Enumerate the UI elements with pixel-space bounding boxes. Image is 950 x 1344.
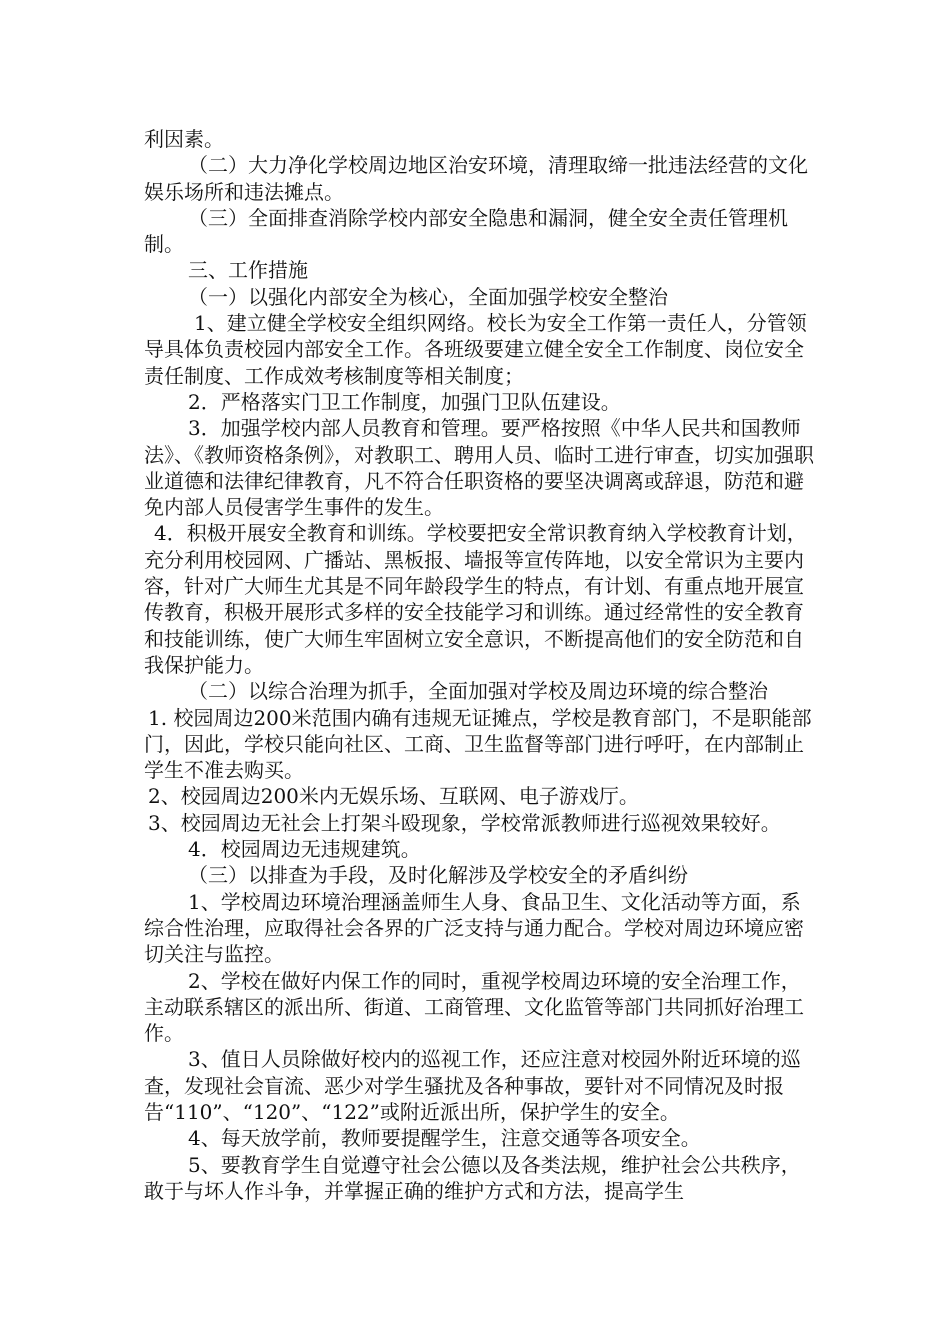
paragraph: （一）以强化内部安全为核心，全面加强学校安全整治 <box>188 284 668 309</box>
paragraph: 3、校园周边无社会上打架斗殴现象，学校常派教师进行巡视效果较好。 <box>148 810 781 835</box>
paragraph: 5、要教育学生自觉遵守社会公德以及各类法规，维护社会公共秩序，敢于与坏人作斗争，并掌握正确的维护方式和方法，提高学生 <box>144 1152 801 1203</box>
paragraph: 2、校园周边200米内无娱乐场、互联网、电子游戏厅。 <box>148 784 639 809</box>
paragraph: 1、建立健全学校安全组织网络。校长为安全工作第一责任人，分管领导具体负责校园内部安全工作。各班级要建立健全安全工作制度、岗位安全责任制度、工作成效考核制度等相关制度； <box>144 311 807 388</box>
paragraph: 3、值日人员除做好校内的巡视工作，还应注意对校园外附近环境的巡查，发现社会盲流、恶少对学生骚扰及各种事故，要针对不同情况及时报告“110”、“120”、“122”或附近派出所，保护学生的安全。 <box>144 1047 801 1124</box>
paragraph: （二）以综合治理为抓手，全面加强对学校及周边环境的综合整治 <box>188 679 768 704</box>
paragraph: 1、学校周边环境治理涵盖师生人身、食品卫生、文化活动等方面，系综合性治理，应取得社会各界的广泛支持与通力配合。学校对周边环境应密切关注与监控。 <box>144 889 804 967</box>
paragraph: （二）大力净化学校周边地区治安环境，清理取缔一批违法经营的文化娱乐场所和违法摊点。 <box>144 153 808 204</box>
paragraph: 1. 校园周边200米范围内确有违规无证摊点，学校是教育部门，不是职能部门，因此，学校只能向社区、工商、卫生监督等部门进行呼吁，在内部制止学生不准去购买。 <box>144 705 812 783</box>
paragraph: 3．加强学校内部人员教育和管理。要严格按照《中华人民共和国教师法》、《教师资格条例》，对教职工、聘用人员、临时工进行审查，切实加强职业道德和法律纪律教育，凡不符合任职资格的要坚决调离或辞退，防范和避免内部人员侵害学生事件的发生。 <box>144 416 814 520</box>
paragraph: 2．严格落实门卫工作制度，加强门卫队伍建设。 <box>188 389 621 414</box>
paragraph: 4、每天放学前，教师要提醒学生，注意交通等各项安全。 <box>188 1126 701 1151</box>
document-body <box>144 126 820 1204</box>
paragraph: 4．校园周边无违规建筑。 <box>188 837 421 862</box>
paragraph: 2、学校在做好内保工作的同时，重视学校周边环境的安全治理工作，主动联系辖区的派出所、街道、工商管理、文化监管等部门共同抓好治理工作。 <box>144 968 804 1046</box>
paragraph: 4．积极开展安全教育和训练。学校要把安全常识教育纳入学校教育计划，充分利用校园网、广播站、黑板报、墙报等宣传阵地，以安全常识为主要内容，针对广大师生尤其是不同年龄段学生的特点，有计划、有重点地开展宣传教育，积极开展形式多样的安全技能学习和训练。通过经常性的安全教育和技能训练，使广大师生牢固树立安全意识，不断提高他们的安全防范和自我保护能力。 <box>144 521 807 677</box>
paragraph: （三）以排查为手段，及时化解涉及学校安全的矛盾纠纷 <box>188 863 688 888</box>
paragraph: 利因素。 <box>144 127 224 151</box>
paragraph: （三）全面排查消除学校内部安全隐患和漏洞，健全安全责任管理机制。 <box>144 205 788 257</box>
paragraph: 三、工作措施 <box>188 258 308 283</box>
